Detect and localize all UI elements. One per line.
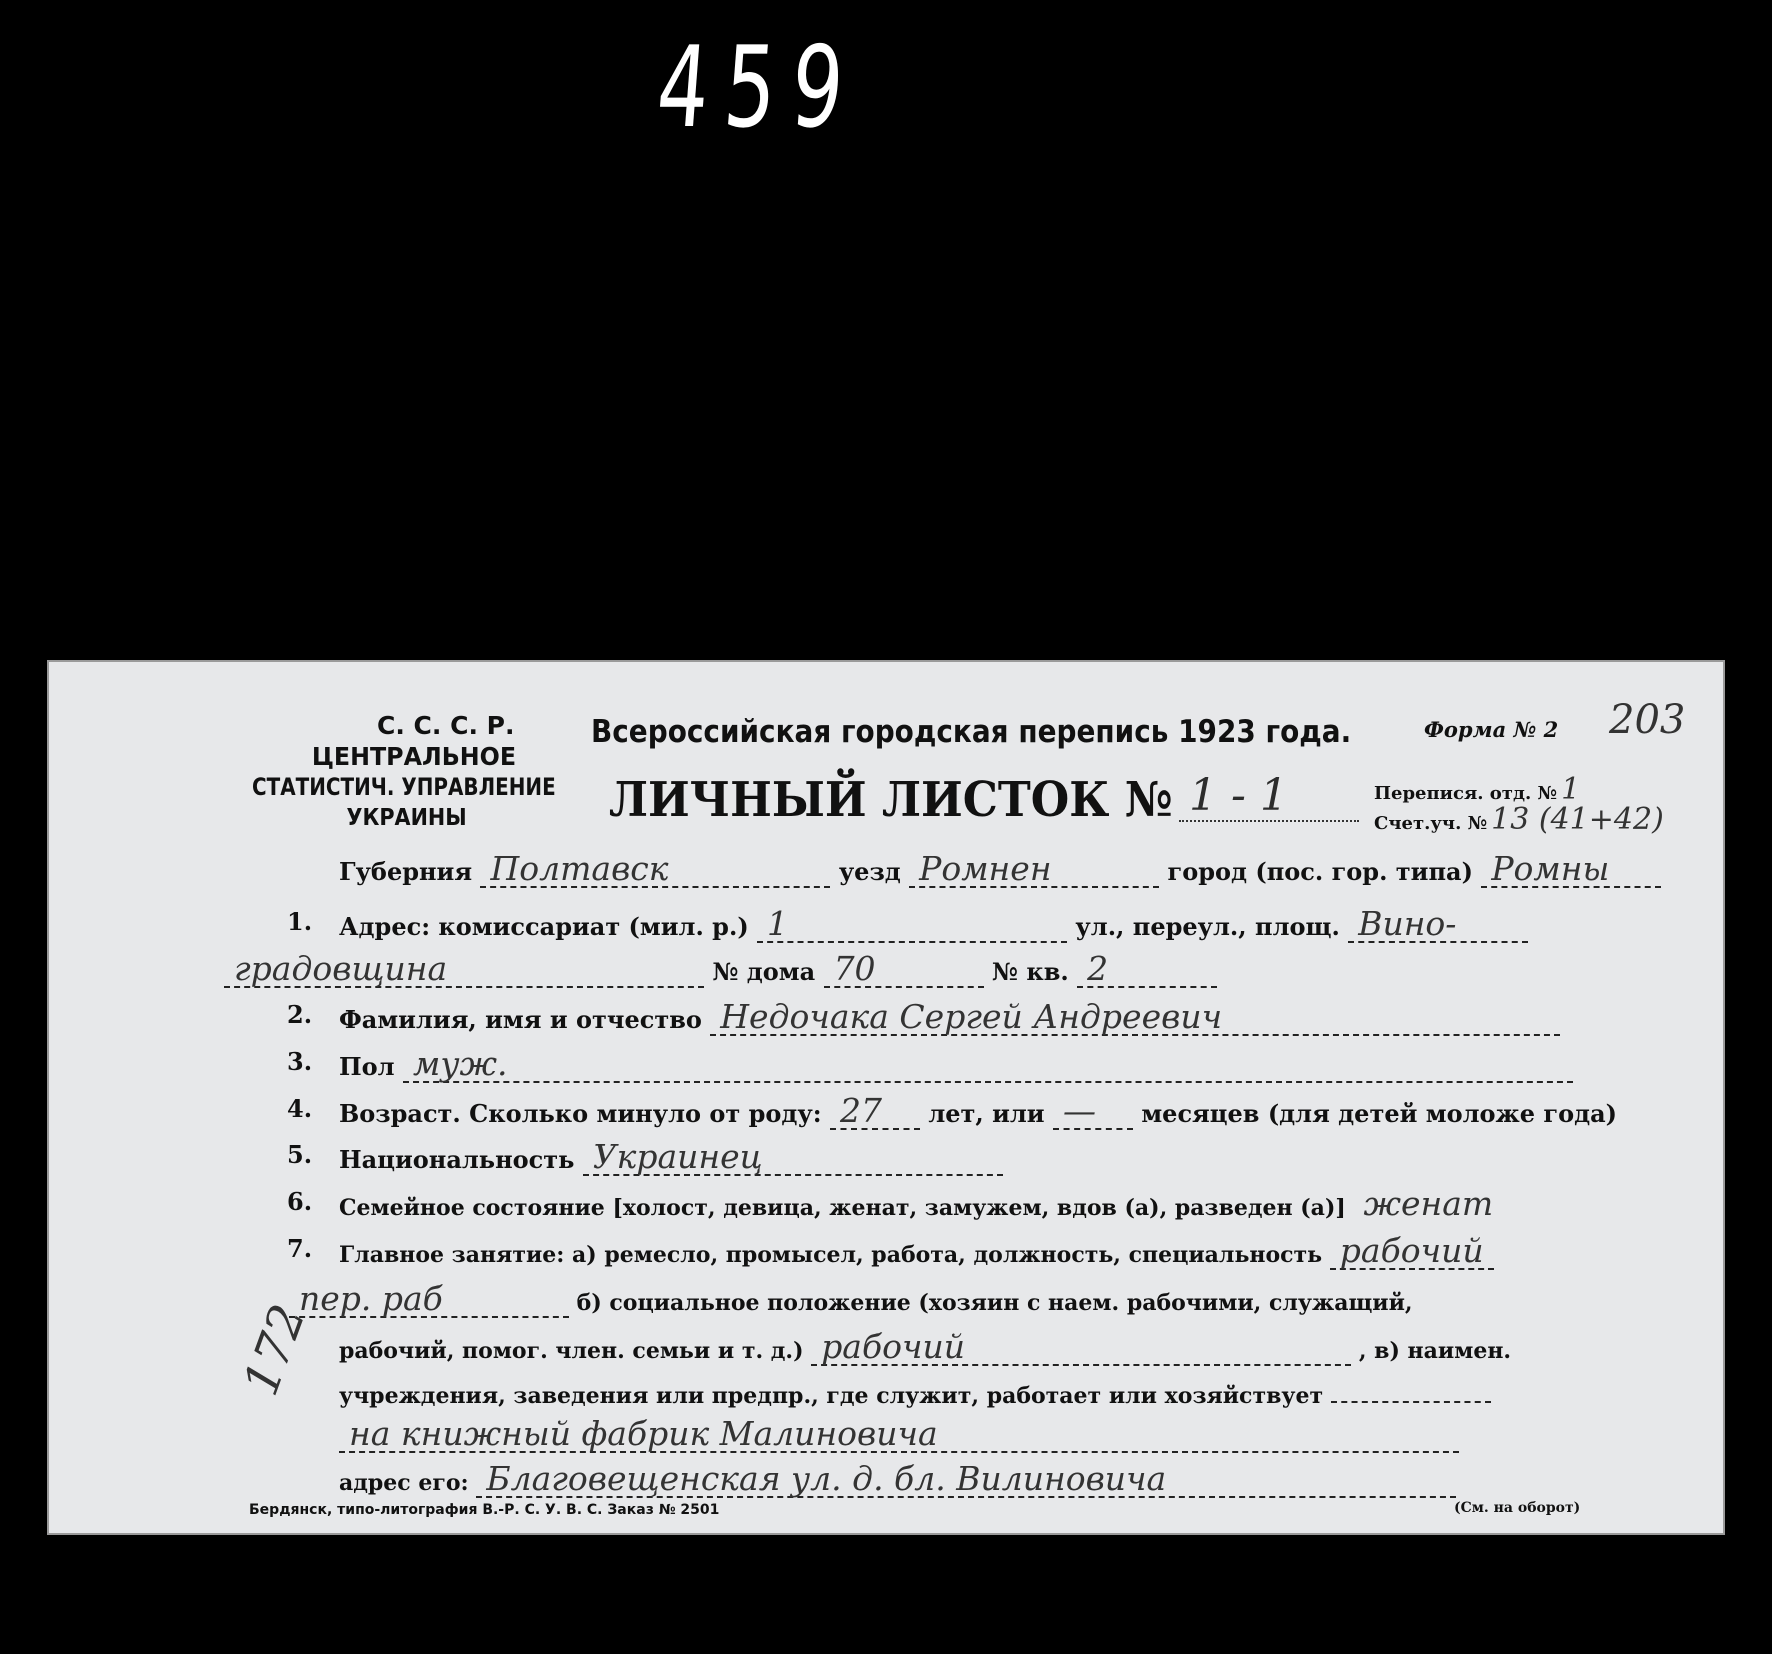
name-value: Недочака Сергей Андреевич <box>710 1000 1560 1036</box>
age-years-label: лет, или <box>928 1099 1045 1128</box>
age-row <box>339 1091 1618 1130</box>
social-label-cont: рабочий, помог. член. семьи и т. д.) <box>339 1338 804 1364</box>
uezd-label: уезд <box>838 857 901 886</box>
issuer-header <box>252 710 632 834</box>
social-value: рабочий <box>811 1330 1351 1366</box>
apt-label: № кв. <box>991 957 1069 986</box>
see-reverse-note: (См. на оборот) <box>1454 1500 1581 1516</box>
street-value: Вино- <box>1348 907 1528 943</box>
age-label: Возраст. Сколько минуло от роду: <box>339 1099 822 1128</box>
nationality-row <box>339 1137 1003 1176</box>
field-number-5: 5. <box>287 1140 313 1169</box>
marital-label: Семейное состояние [холост, девица, женат, замужем, вдов (а), разведен (а)] <box>339 1195 1346 1221</box>
census-dept-label: Перепися. отд. № <box>1374 783 1558 804</box>
census-title: Всероссийская городская перепись 1923 года. <box>591 714 1352 750</box>
field-number-3: 3. <box>287 1047 313 1076</box>
social-label: б) социальное положение (хозяин с наем. рабочими, служащий, <box>576 1290 1413 1316</box>
name-label: Фамилия, имя и отчество <box>339 1005 702 1034</box>
issuer-line-statistics: СТАТИСТИЧ. УПРАВЛЕНИЕ <box>252 773 556 801</box>
location-row <box>339 849 1661 888</box>
field-number-1: 1. <box>287 907 313 936</box>
issuer-line-central: ЦЕНТРАЛЬНОЕ <box>311 742 517 771</box>
house-label: № дома <box>712 957 816 986</box>
personal-sheet-card <box>47 660 1725 1535</box>
city-label: город (пос. гор. типа) <box>1167 857 1473 886</box>
printer-imprint: Бердянск, типо-литография В.-Р. С. У. В. С. Заказ № 2501 <box>249 1502 720 1518</box>
age-months-label: месяцев (для детей моложе года) <box>1141 1099 1618 1128</box>
institution-address-value: Благовещенская ул. д. бл. Вилиновича <box>476 1462 1456 1498</box>
commissariat-value: 1 <box>757 907 1067 943</box>
occupation-value-cont: пер. раб <box>289 1282 569 1318</box>
sex-label: Пол <box>339 1052 395 1081</box>
issuer-line-ukraine: УКРАИНЫ <box>346 805 467 831</box>
sheet-number-handwritten: 1 - 1 <box>1189 770 1288 821</box>
street-label: ул., переул., площ. <box>1075 912 1340 941</box>
count-section-value: 13 (41+42) <box>1491 802 1664 837</box>
gubernia-value: Полтавск <box>480 852 830 888</box>
issuer-country: С. С. С. Р. <box>377 711 515 740</box>
count-section <box>1374 802 1664 837</box>
occupation-row-2 <box>289 1279 1413 1319</box>
social-row <box>339 1327 1512 1367</box>
months-value: — <box>1053 1094 1133 1130</box>
institution-address-row <box>339 1459 1456 1499</box>
gubernia-label: Губерния <box>339 857 473 886</box>
name-row <box>339 997 1560 1036</box>
film-frame-number: 459 <box>652 23 864 153</box>
address-row-2 <box>224 949 1217 988</box>
institution-row <box>339 1377 1491 1412</box>
institution-value: на книжный фабрик Малиновича <box>339 1417 1459 1453</box>
street-value-cont: градовщина <box>224 952 704 988</box>
form-number: Форма № 2 <box>1424 717 1559 742</box>
uezd-value: Ромнен <box>909 852 1159 888</box>
age-value: 27 <box>830 1094 920 1130</box>
sex-row <box>339 1044 1573 1083</box>
institution-address-label: адрес его: <box>339 1470 469 1496</box>
handwritten-corner-number: 203 <box>1609 697 1686 743</box>
institution-value-row <box>339 1414 1459 1453</box>
census-dept-value: 1 <box>1561 772 1581 807</box>
sex-value: муж. <box>403 1047 1573 1083</box>
margin-handwritten-number: 172 <box>232 1297 317 1403</box>
occupation-value: рабочий <box>1330 1234 1494 1270</box>
sheet-title: ЛИЧНЫЙ ЛИСТОК № <box>609 772 1173 828</box>
field-number-4: 4. <box>287 1094 313 1123</box>
occupation-row <box>339 1231 1494 1271</box>
nationality-value: Украинец <box>583 1140 1003 1176</box>
house-value: 70 <box>824 952 984 988</box>
field-number-6: 6. <box>287 1187 313 1216</box>
occupation-label: Главное занятие: а) ремесло, промысел, работа, должность, специальность <box>339 1242 1323 1268</box>
nationality-label: Национальность <box>339 1145 575 1174</box>
address-label: Адрес: комиссариат (мил. р.) <box>339 912 749 941</box>
address-row <box>339 904 1528 943</box>
field-number-7: 7. <box>287 1234 313 1263</box>
apt-value: 2 <box>1077 952 1217 988</box>
institution-fill-line <box>1331 1377 1491 1403</box>
city-value: Ромны <box>1481 852 1661 888</box>
marital-row <box>339 1184 1503 1224</box>
institution-label-cont: учреждения, заведения или предпр., где служит, работает или хозяйствует <box>339 1383 1324 1409</box>
marital-value: женат <box>1363 1184 1494 1223</box>
field-number-2: 2. <box>287 1000 313 1029</box>
count-section-label: Счет.уч. № <box>1374 813 1488 834</box>
institution-label: , в) наимен. <box>1358 1338 1512 1364</box>
